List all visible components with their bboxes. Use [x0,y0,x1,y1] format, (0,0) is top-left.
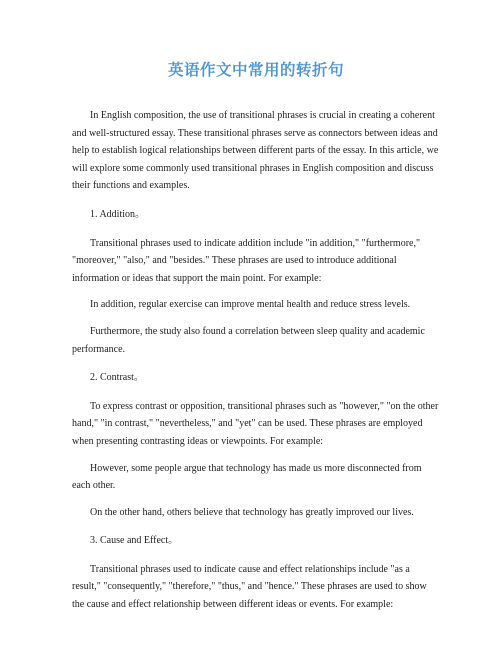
addition-example-2: Furthermore, the study also found a correlation between sleep quality and academic performance. [72,325,425,355]
section-heading-addition: 1. Addition。 [90,208,146,220]
addition-description: Transitional phrases used to indicate addition include "in addition," "furthermore," "moreover," "also," and "besides." These phrases are used to introduce additional information or ideas that support the main point. For example: [72,237,421,284]
addition-example-1: In addition, regular exercise can improve mental health and reduce stress levels. [90,299,411,311]
intro-paragraph: In English composition, the use of transitional phrases is crucial in creating a coherent and well-structured essay. These transitional phrases serve as connectors between ideas and help to establish logical relationships between different parts of the essay. In this article, we will explore some commonly used transitional phrases in English composition and discuss their functions and examples. [72,110,439,192]
cause-effect-description: Transitional phrases used to indicate cause and effect relationships include "as a result," "consequently," "therefore," "thus," and "hence." These phrases are used to show the cause and effect relationship between different ideas or events. For example: [72,563,427,611]
section-heading-contrast: 2. Contrast。 [90,372,144,384]
section-heading-cause-effect: 3. Cause and Effect。 [90,535,179,547]
contrast-description: To express contrast or opposition, transitional phrases such as "however," "on the other hand," "in contrast," "nevertheless," and "yet" can be used. These phrases are employed when presenting contrasting ideas or viewpoints. For example: [72,400,439,447]
contrast-example-1: However, some people argue that technology has made us more disconnected from each other. [72,462,422,492]
contrast-example-2: On the other hand, others believe that technology has greatly improved our lives. [90,506,414,518]
document-title: 英语作文中常用的转折句 [167,61,344,79]
